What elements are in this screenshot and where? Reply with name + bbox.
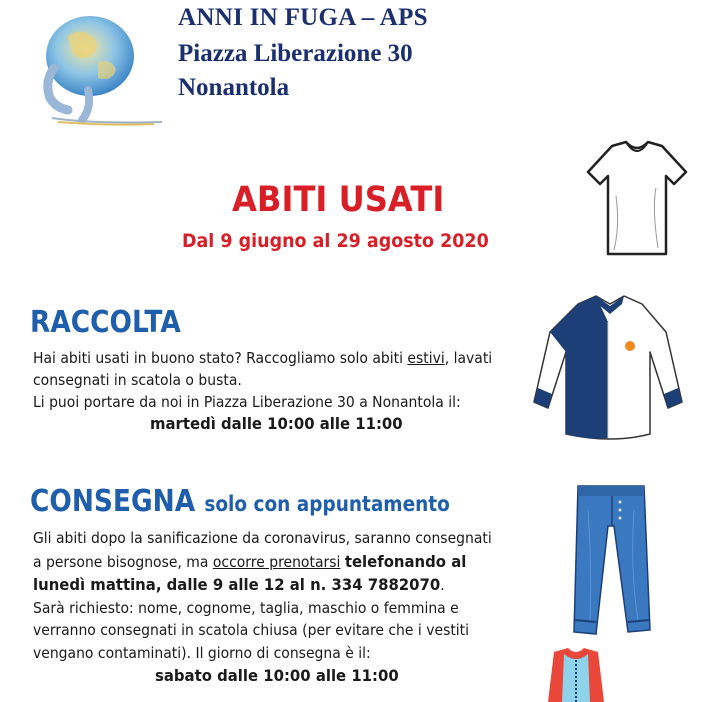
- tshirt-icon: [582, 136, 692, 260]
- shirt-icon: [526, 292, 690, 444]
- prenotarsi-emphasis: occorre prenotarsi: [212, 553, 341, 571]
- consegna-line3: lunedì mattina, dalle 9 alle 12 al n. 334 7882070.: [33, 575, 445, 594]
- raccolta-schedule: martedì dalle 10:00 alle 11:00: [150, 414, 403, 433]
- page-title: ABITI USATI: [232, 180, 445, 220]
- jeans-icon: [568, 480, 658, 640]
- raccolta-line2: consegnati in scatola o busta.: [33, 371, 242, 389]
- raccolta-heading: RACCOLTA: [30, 305, 181, 340]
- consegna-line4: Sarà richiesto: nome, cognome, taglia, maschio o femmina e: [33, 599, 459, 617]
- raccolta-line3: Li puoi portare da noi in Piazza Liberazione 30 a Nonantola il:: [33, 393, 461, 411]
- consegna-subheading: solo con appuntamento: [204, 492, 450, 516]
- date-range: Dal 9 giugno al 29 agosto 2020: [182, 230, 489, 252]
- raccolta-line1: Hai abiti usati in buono stato? Raccogliamo solo abiti estivi, lavati: [33, 349, 493, 367]
- consegna-schedule: sabato dalle 10:00 alle 11:00: [155, 666, 399, 685]
- consegna-line6: vengano contaminati). Il giorno di consegna è il:: [33, 644, 371, 662]
- estivi-emphasis: estivi: [407, 349, 445, 367]
- globe-runner-logo: [28, 6, 168, 130]
- consegna-line1: Gli abiti dopo la sanificazione da coronavirus, saranno consegnati: [33, 529, 492, 547]
- org-address: Piazza Liberazione 30: [178, 40, 413, 67]
- consegna-line2: a persone bisognose, ma occorre prenotarsi telefonando al: [33, 552, 467, 571]
- org-city: Nonantola: [178, 74, 290, 101]
- vest-icon: [546, 648, 606, 702]
- consegna-line5: verranno consegnati in scatola chiusa (per evitare che i vestiti: [33, 621, 470, 639]
- booking-phone: lunedì mattina, dalle 9 alle 12 al n. 334 7882070: [33, 575, 441, 594]
- consegna-heading: CONSEGNA solo con appuntamento: [30, 484, 450, 519]
- org-name: ANNI IN FUGA – APS: [178, 4, 428, 31]
